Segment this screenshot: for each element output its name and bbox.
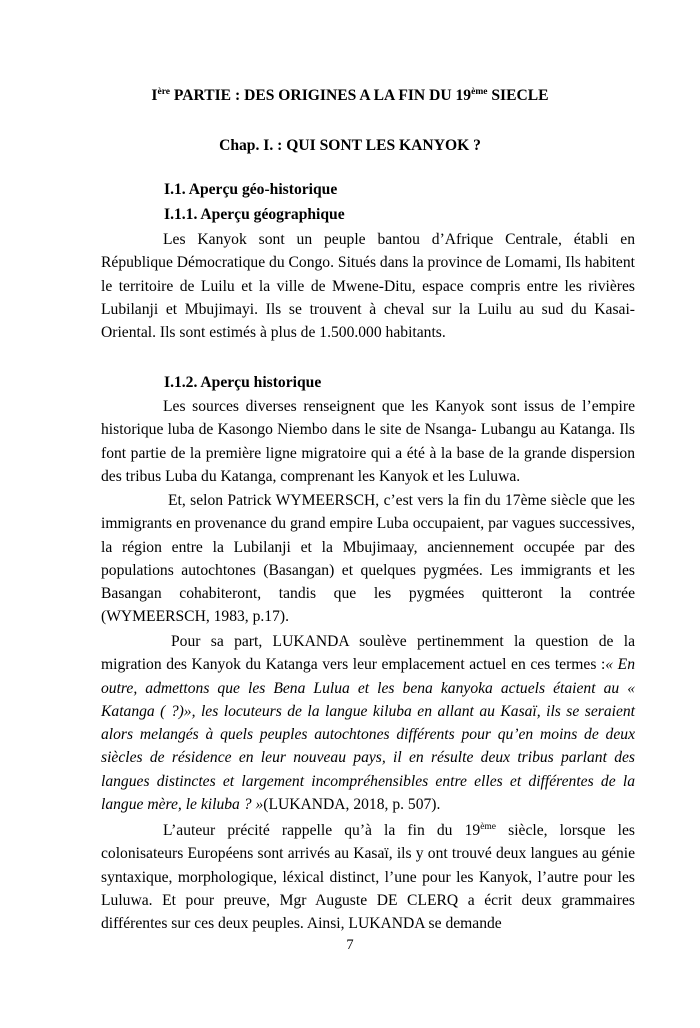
lukanda-quote: « En outre, admettons que les Bena Lulua et les bena kanyoka actuels étaient au « Katanga ( ?)», les locuteurs de la langue kiluba en allant au Kasaï, ils se seraient alors melangés à quels peuples autochtones différents pour qu’en moins de deux siècles de résidence en leur nouveau pays, il en résulte deux tribus parlant des langues distinctes et largement incompréhensibles entre elles et différentes de la langue mère, le kiluba ? » [101, 656, 635, 814]
paragraph-history-3-lead: Pour sa part, LUKANDA soulève pertinemment la question de la migration des Kanyok du Katanga vers leur emplacement actuel en ces termes : [101, 633, 635, 674]
paragraph-history-4: L’auteur précité rappelle qu’à la fin du 19ème siècle, lorsque les colonisateurs Européens sont arrivés au Kasaï, ils y ont trouvé deux langues au génie syntaxique, morphologique, léxical distinct, l’une pour les Kanyok, l’autre pour les Luluwa. Et pour preuve, Mgr Auguste DE CLERQ a écrit deux grammaires différentes sur ces deux peuples. Ainsi, LUKANDA se demande [101, 821, 635, 933]
section-heading-1-1-1: I.1.1. Aperçu géographique [164, 206, 345, 223]
paragraph-geography: Les Kanyok sont un peuple bantou d’Afrique Centrale, établi en République Démocratique du Congo. Situés dans la province de Lomami, Ils habitent le territoire de Luilu et la ville de Mwene-Ditu, espace compris entre les rivières Lubilanji et Mbujimayi. Ils se trouvent à cheval sur la Luilu au sud du Kasai-Oriental. Ils sont estimés à plus de 1.500.000 habitants. [101, 231, 635, 342]
section-heading-1-1: I.1. Aperçu géo-historique [164, 181, 338, 198]
paragraph-history-2: Et, selon Patrick WYMEERSCH, c’est vers la fin du 17ème siècle que les immigrants en provenance du grand empire Luba occupaient, par vagues successives, la région entre la Lubilanji et la Mbujimaay, anciennement occupée par des populations autochtones (Basangan) et quelques pygmées. Les immigrants et les Basangan cohabiteront, tandis que les pygmées quitteront la contrée (WYMEERSCH, 1983, p.17). [101, 492, 635, 626]
page-number: 7 [346, 937, 354, 953]
part-title: Ière PARTIE : DES ORIGINES A LA FIN DU 19ème SIECLE [151, 86, 549, 104]
chapter-title: Chap. I. : QUI SONT LES KANYOK ? [219, 137, 481, 154]
paragraph-history-1: Les sources diverses renseignent que les Kanyok sont issus de l’empire historique luba de Kasongo Niembo dans le site de Nsanga- Lubangu au Katanga. Ils font partie de la première ligne migratoire qui a été à la base de la grande dispersion des tribus Luba du Katanga, comprenant les Kanyok et les Luluwa. [101, 398, 635, 485]
section-heading-1-1-2: I.1.2. Aperçu historique [164, 374, 322, 391]
lukanda-citation: (LUKANDA, 2018, p. 507). [263, 796, 441, 814]
paragraph-history-3 [101, 630, 635, 816]
